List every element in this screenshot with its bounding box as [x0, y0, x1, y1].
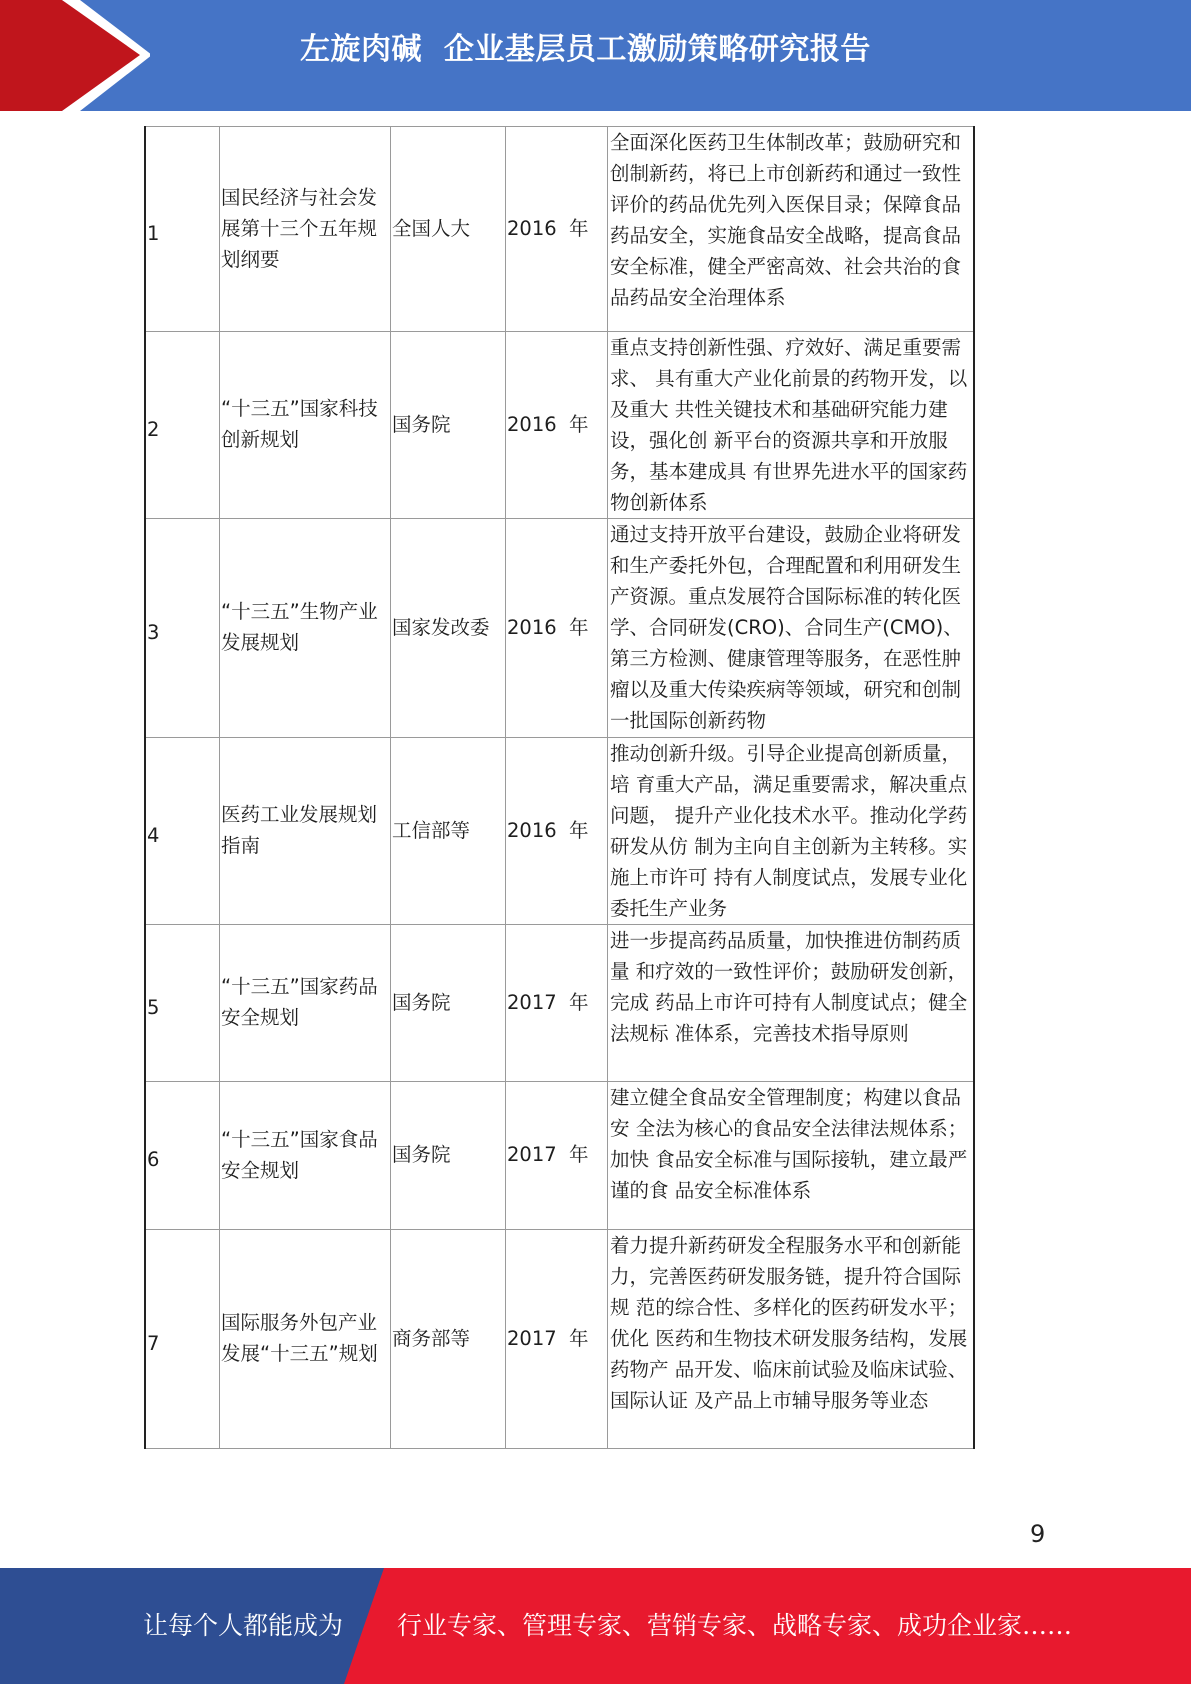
- chevron-logo-icon: [0, 0, 150, 111]
- footer-slogan-left: 让每个人都能成为: [143, 1611, 344, 1640]
- page-number: 9: [1030, 1520, 1046, 1548]
- policy-content-cell: 全面深化医药卫生体制改革；鼓励研究和 创制新药，将已上市创新药和通过一致性 评价的药品优先列入医保目录；保障食品 药品安全，实施食品安全战略，提高食品 安全标准，健全严密高效、社会共治的食 品药品安全治理体系: [608, 127, 975, 332]
- table-row: [145, 738, 974, 925]
- table-row: [145, 127, 974, 332]
- table-row: [145, 519, 974, 738]
- policy-content-cell: 建立健全食品安全管理制度；构建以食品安 全法为核心的食品安全法律法规体系；加快 食品安全标准与国际接轨，建立最严谨的食 品安全标准体系: [608, 1082, 975, 1230]
- issuer-cell: 国务院: [391, 1082, 506, 1230]
- policy-name-cell: “十三五”国家科技创新规划: [220, 332, 391, 519]
- policy-name-cell: 国际服务外包产业发展“十三五”规划: [220, 1230, 391, 1449]
- issuer-cell: 国家发改委: [391, 519, 506, 738]
- row-number-cell: 3: [145, 519, 220, 738]
- year-cell: 2017 年: [506, 1082, 608, 1230]
- policy-name-cell: “十三五”国家药品安全规划: [220, 925, 391, 1082]
- row-number-cell: 6: [145, 1082, 220, 1230]
- policy-name-cell: “十三五”国家食品安全规划: [220, 1082, 391, 1230]
- policy-name-cell: 医药工业发展规划指南: [220, 738, 391, 925]
- year-cell: 2017 年: [506, 1230, 608, 1449]
- year-cell: 2016 年: [506, 127, 608, 332]
- row-number-cell: 4: [145, 738, 220, 925]
- footer-slogan-right: 行业专家、管理专家、营销专家、战略专家、成功企业家……: [397, 1611, 1073, 1640]
- policy-content-cell: 进一步提高药品质量，加快推进仿制药质量 和疗效的一致性评价；鼓励研发创新，完成 药品上市许可持有人制度试点；健全法规标 准体系，完善技术指导原则: [608, 925, 975, 1082]
- year-cell: 2016 年: [506, 738, 608, 925]
- page-footer: [0, 1568, 1191, 1684]
- policy-content-cell: 推动创新升级。引导企业提高创新质量，培 育重大产品，满足重要需求，解决重点问题， 提升产业化技术水平。推动化学药研发从仿 制为主向自主创新为主转移。实施上市许可 持有人制度试点，发展专业化委托生产业务: [608, 738, 975, 925]
- policy-table: [144, 126, 975, 1449]
- issuer-cell: 国务院: [391, 332, 506, 519]
- row-number-cell: 7: [145, 1230, 220, 1449]
- issuer-cell: 工信部等: [391, 738, 506, 925]
- row-number-cell: 1: [145, 127, 220, 332]
- table-row: [145, 332, 974, 519]
- year-cell: 2017 年: [506, 925, 608, 1082]
- table-row: [145, 925, 974, 1082]
- page-header: [0, 0, 1191, 111]
- year-cell: 2016 年: [506, 519, 608, 738]
- policy-name-cell: 国民经济与社会发展第十三个五年规划纲要: [220, 127, 391, 332]
- table-row: [145, 1082, 974, 1230]
- policy-name-cell: “十三五”生物产业发展规划: [220, 519, 391, 738]
- issuer-cell: 国务院: [391, 925, 506, 1082]
- issuer-cell: 全国人大: [391, 127, 506, 332]
- row-number-cell: 2: [145, 332, 220, 519]
- policy-content-cell: 通过支持开放平台建设，鼓励企业将研发 和生产委托外包，合理配置和利用研发生 产资源。重点发展符合国际标准的转化医 学、合同研发(CRO)、合同生产(CMO)、 第三方检测、健康管理等服务，在恶性肿 瘤以及重大传染疾病等领域，研究和创制 一批国际创新药物: [608, 519, 975, 738]
- table-row: [145, 1230, 974, 1449]
- report-title: 左旋肉碱 企业基层员工激励策略研究报告: [300, 32, 871, 67]
- policy-content-cell: 重点支持创新性强、疗效好、满足重要需求、 具有重大产业化前景的药物开发，以及重大 共性关键技术和基础研究能力建设，强化创 新平台的资源共享和开放服务，基本建成具 有世界先进水平的国家药物创新体系: [608, 332, 975, 519]
- row-number-cell: 5: [145, 925, 220, 1082]
- policy-table-container: [144, 126, 975, 1449]
- year-cell: 2016 年: [506, 332, 608, 519]
- issuer-cell: 商务部等: [391, 1230, 506, 1449]
- policy-content-cell: 着力提升新药研发全程服务水平和创新能 力，完善医药研发服务链，提升符合国际规 范的综合性、多样化的医药研发水平；优化 医药和生物技术研发服务结构，发展药物产 品开发、临床前试验及临床试验、国际认证 及产品上市辅导服务等业态: [608, 1230, 975, 1449]
